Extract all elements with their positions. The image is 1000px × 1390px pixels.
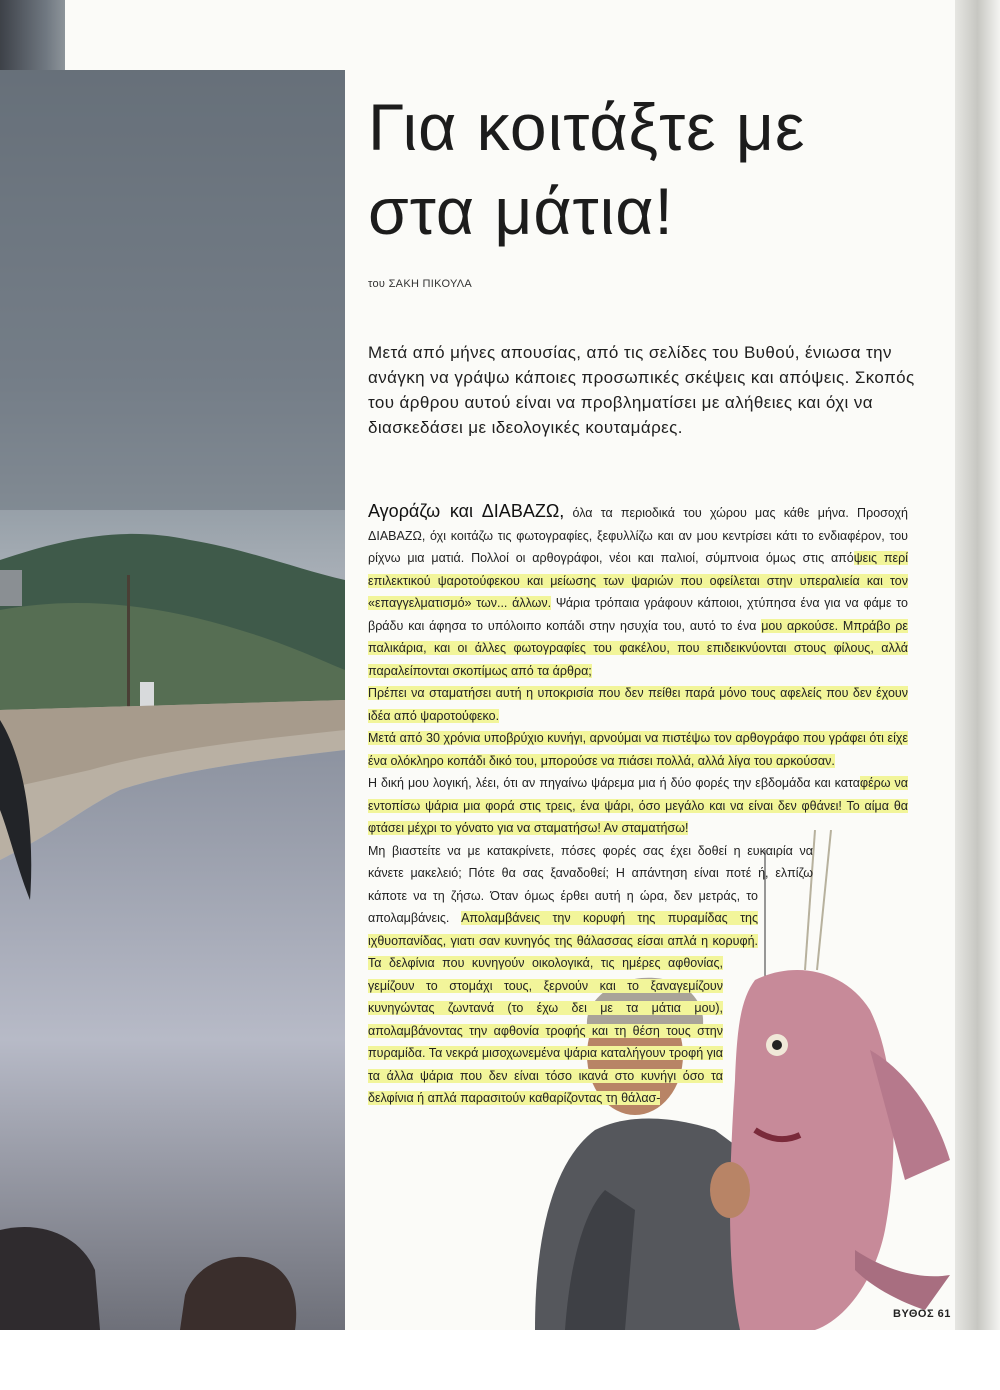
highlighted-text-2: μου αρκούσε. Μπράβο ρε παλικάρια, και οι άλλες φωτογραφίες του φακέλου, που επιδεικνύονται στους φίλους, αλλά παραλείπονται σκοπίμως από τα άρθρα; <box>368 618 908 678</box>
paragraph-2 <box>368 682 908 727</box>
page-gutter-shadow <box>955 0 1000 1380</box>
highlighted-text-3: Πρέπει να σταματήσει αυτή η υποκρισία που δεν πείθει παρά μόνο τους αφελείς που δεν έχουν ιδέα από ψαροτούφεκο. <box>368 686 908 723</box>
highlighted-text-6: Απολαμβάνεις την κορυφή της πυραμίδας της ιχθυοπανίδας, γιατι σαν κυνηγός της θάλασσας είσαι απλά η κορυφή. Τα δελφίνια που κυνηγούν οικολογικά, τις ημέρες αφθονίας, γεμίζουν το στομάχι τους, ξερνούν και το ξαναγεμίζουν κυνηγώντας ζωντανά (το έχω δει με τα μάτια μου), απολαμβάνοντας την αφθονία τροφής και τη θέση τους στην πυραμίδα. Τα νεκρά μισοχωνεμένα ψάρια καταλήγουν τροφή για τα άλλα ψάρια που δεν είναι τόσο ικανά στο κυνήγι όσο τα δελφίνια ή απλά παρασιτούν καθαρίζοντας τη θάλασ- <box>368 911 758 1105</box>
layout-spacer <box>813 845 908 905</box>
page-folio: ΒΥΘΟΣ 61 <box>893 1308 951 1320</box>
article-title <box>368 85 928 253</box>
paragraph-1-text-2: Ψάρια τρόπαια γράφουν κάποιοι, χτύπησα ένα για να φάμε το βράδυ και άφησα το υπόλοιπο κοπάδι στην ησυχία του, αυτό το ένα <box>368 596 909 633</box>
layout-spacer <box>758 905 908 955</box>
highlighted-text-4: Μετά από 30 χρόνια υποβρύχιο κυνήγι, αρνούμαι να πιστέψω τον αρθογράφο που γράφει ότι είχε ένα ολόκληρο κοπάδι δικό του, μπορούσε να πιάσει πολλά, αλλά λίγα του αρκούσαν. <box>368 731 908 768</box>
paragraph-4 <box>368 772 908 840</box>
layout-spacer <box>663 1190 908 1390</box>
paragraph-1 <box>368 500 908 682</box>
layout-spacer <box>688 1090 908 1190</box>
lead-word: Αγοράζω και ΔΙΑΒΑΖΩ, <box>368 501 565 521</box>
bleed-through-text <box>235 85 345 615</box>
highlighted-text: ψεις περί επιλεκτικού ψαροτούφεκου και μείωσης των ψαριών που οφείλεται στην υπεραλιεία και τον «επαγγελματισμό» των... άλλων. <box>368 551 908 610</box>
paragraph-5-text: Μη βιαστείτε να με κατακρίνετε, πόσες φορές σας έχει δοθεί η ευκαιρία να κάνετε μακελειό; Πότε θα σας ξαναδοθεί; Η απάντηση είναι ποτέ ή, ελπίζω κάποτε να τη ζήσω. Όταν όμως έρθει αυτή η ώρα, δεν μετράς, το απολαμβάνεις. <box>368 843 813 925</box>
paragraph-3 <box>368 727 908 772</box>
highlighted-text-5: φέρω να εντοπίσω ψάρια μια φορά στις τρεις, ένα ψάρι, όσο μεγάλο και να είναι δεν φθάνει! Το αίμα θα φτάσει μέχρι το γόνατο για να σταματήσω! Αν σταματήσω! <box>368 776 908 835</box>
byline: του ΣΑΚΗ ΠΙΚΟΥΛΑ <box>368 278 473 290</box>
intro-paragraph: Μετά από μήνες απουσίας, από τις σελίδες του Βυθού, ένιωσα την ανάγκη να γράψω κάποιες προσωπικές σκέψεις και απόψεις. Σκοπός του άρθρου αυτού είναι να προβληματίσει με αλήθειες και όχι να διασκεδάσει με ιδεολογικές κουταμάρες. <box>368 343 915 437</box>
title-line-2: στα μάτια! <box>368 174 674 248</box>
article-body <box>368 500 908 1390</box>
layout-spacer <box>723 955 908 1090</box>
paragraph-1-text: όλα τα περιοδικά του χώρου μας κάθε μήνα. Προσοχή ΔΙΑΒΑΖΩ, όχι κοιτάζω τις φωτογραφίες, ξεφυλλίζω και αν μου κεντρίσει κάτι το ενδιαφέρον, του ρίχνω μια ματιά. Πολλοί οι αρθογράφοι, νέοι και παλιοί, σύμπνοια όμως στις από <box>368 506 908 565</box>
paragraph-4-text: Η δική μου λογική, λέει, ότι αν πηγαίνω ψάρεμα μια ή δύο φορές την εβδομάδα και κατα <box>368 776 860 790</box>
title-line-1: Για κοιτάξτε με <box>368 90 806 164</box>
